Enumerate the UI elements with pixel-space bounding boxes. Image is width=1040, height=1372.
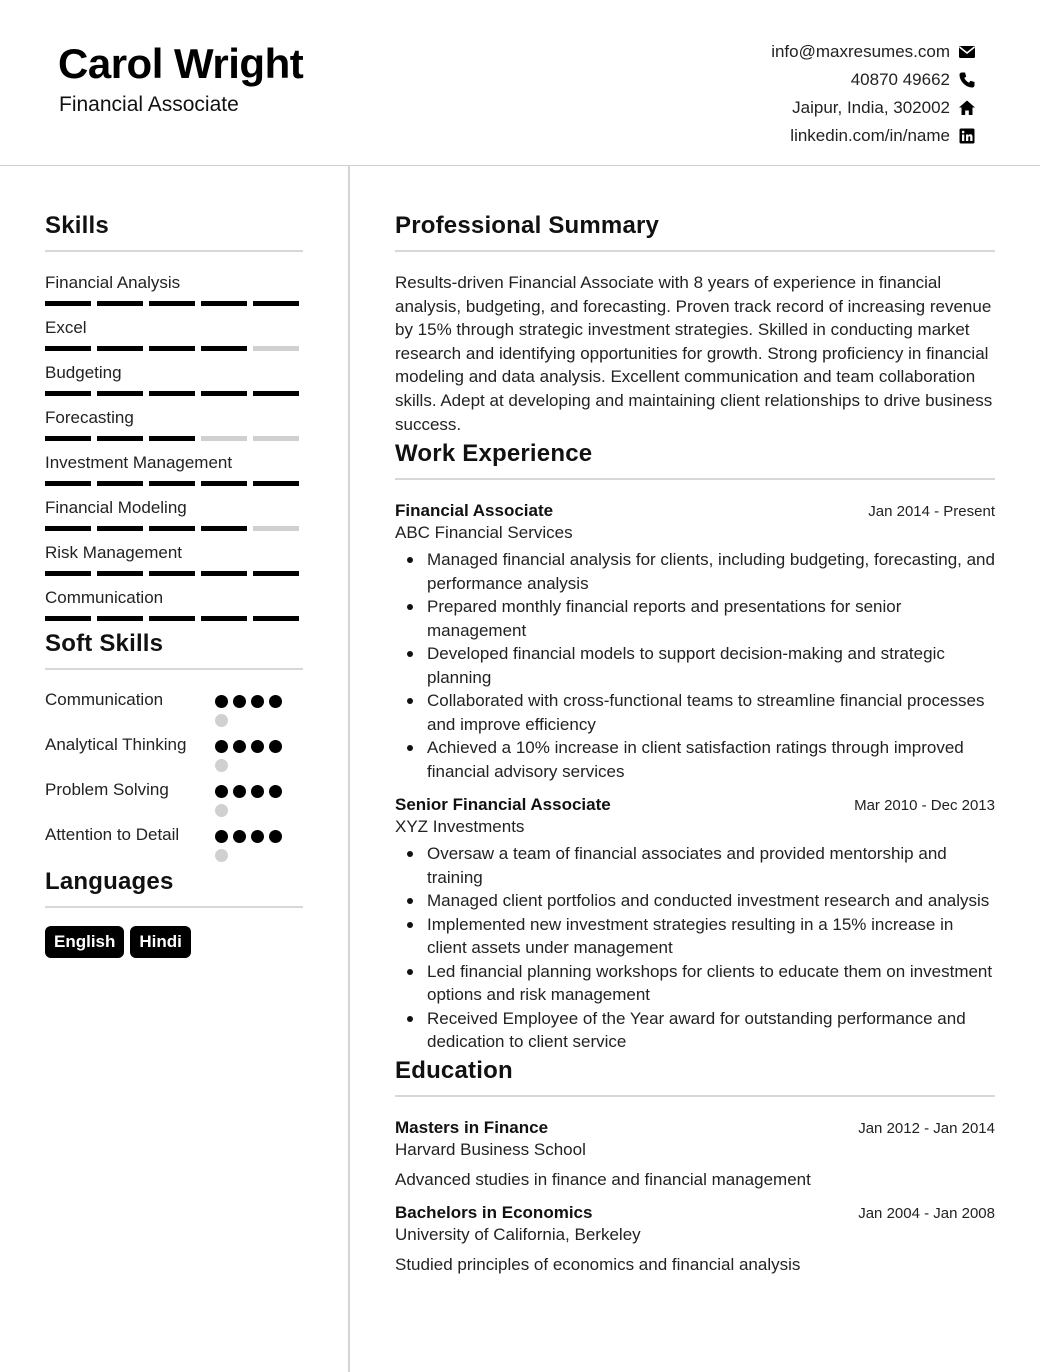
skill-level-segment bbox=[253, 526, 299, 531]
candidate-name: Carol Wright bbox=[58, 40, 304, 87]
job-company: XYZ Investments bbox=[395, 817, 525, 837]
rating-dot bbox=[233, 695, 246, 708]
skill-level-segment bbox=[201, 526, 247, 531]
skills-section bbox=[45, 212, 303, 621]
education-school: University of California, Berkeley bbox=[395, 1224, 641, 1244]
job-title: Financial Associate bbox=[395, 501, 554, 521]
skill-level-segment bbox=[253, 571, 299, 576]
skill-level-segment bbox=[201, 616, 247, 621]
soft-skill-item bbox=[45, 778, 303, 817]
skill-item bbox=[45, 451, 303, 486]
section-divider bbox=[45, 906, 303, 908]
section-divider bbox=[45, 250, 303, 252]
skill-level-segment bbox=[149, 391, 195, 396]
soft-skill-item bbox=[45, 733, 303, 772]
skill-level-segment bbox=[201, 436, 247, 441]
job-bullet: Collaborated with cross-functional teams to streamline financial processes and improve efficiency bbox=[395, 689, 995, 736]
education-date: Jan 2012 - Jan 2014 bbox=[858, 1119, 995, 1137]
soft-skill-rating bbox=[215, 778, 295, 817]
skill-level-segment bbox=[97, 481, 143, 486]
job-bullet: Prepared monthly financial reports and presentations for senior management bbox=[395, 595, 995, 642]
right-column bbox=[395, 166, 995, 1275]
soft-skill-item bbox=[45, 823, 303, 862]
rating-dot bbox=[251, 785, 264, 798]
soft-skill-rating bbox=[215, 688, 295, 727]
language-list bbox=[45, 926, 303, 958]
contact-address bbox=[771, 94, 976, 122]
soft-skill-rating bbox=[215, 823, 295, 862]
skill-item bbox=[45, 271, 303, 306]
skill-level-bar bbox=[45, 301, 303, 306]
skill-item bbox=[45, 361, 303, 396]
rating-dot bbox=[233, 785, 246, 798]
job-bullet: Managed financial analysis for clients, including budgeting, forecasting, and performance analysis bbox=[395, 548, 995, 595]
section-divider bbox=[45, 668, 303, 670]
soft-skill-label: Problem Solving bbox=[45, 780, 169, 799]
linkedin-icon bbox=[958, 127, 976, 145]
skill-level-segment bbox=[45, 346, 91, 351]
skill-level-segment bbox=[253, 391, 299, 396]
skills-list bbox=[45, 271, 303, 621]
section-divider bbox=[395, 250, 995, 252]
skill-level-bar bbox=[45, 616, 303, 621]
skill-level-segment bbox=[149, 571, 195, 576]
soft-skill-label: Attention to Detail bbox=[45, 825, 180, 844]
rating-dot bbox=[233, 830, 246, 843]
skill-label: Risk Management bbox=[45, 543, 183, 562]
skill-level-segment bbox=[201, 571, 247, 576]
skill-level-segment bbox=[253, 616, 299, 621]
rating-dot bbox=[233, 740, 246, 753]
skill-label: Investment Management bbox=[45, 453, 233, 472]
language-badge: Hindi bbox=[130, 926, 191, 958]
skill-item bbox=[45, 406, 303, 441]
skill-label: Financial Modeling bbox=[45, 498, 187, 517]
education-header bbox=[395, 1203, 995, 1223]
job-bullet: Implemented new investment strategies resulting in a 15% increase in client assets under management bbox=[395, 913, 995, 960]
job-bullet: Managed client portfolios and conducted investment research and analysis bbox=[395, 889, 995, 913]
skill-level-segment bbox=[149, 526, 195, 531]
skill-level-segment bbox=[201, 391, 247, 396]
skill-label: Financial Analysis bbox=[45, 273, 181, 292]
skill-level-segment bbox=[45, 391, 91, 396]
contact-email-text: info@maxresumes.com bbox=[771, 42, 950, 61]
skill-level-segment bbox=[45, 571, 91, 576]
soft-skills-list bbox=[45, 688, 303, 862]
skill-level-segment bbox=[97, 571, 143, 576]
languages-section bbox=[45, 868, 303, 958]
rating-dot bbox=[215, 785, 228, 798]
skill-level-segment bbox=[97, 436, 143, 441]
skill-level-segment bbox=[45, 526, 91, 531]
rating-dot bbox=[215, 849, 228, 862]
language-badge: English bbox=[45, 926, 124, 958]
soft-skill-label: Analytical Thinking bbox=[45, 735, 187, 754]
summary-text: Results-driven Financial Associate with 8 years of experience in financial analysis, budgeting, and forecasting. Proven track record of increasing revenue by 15% through strategic investment strategies. Skilled in conducting market research and identifying opportunities for growth. Strong proficiency in financial modeling and data analysis. Excellent communication and team collaboration skills. Adept at developing and maintaining client relationships to drive business success. bbox=[395, 273, 993, 434]
contact-email[interactable] bbox=[771, 38, 976, 66]
skill-level-bar bbox=[45, 571, 303, 576]
soft-skill-label: Communication bbox=[45, 690, 164, 709]
job-bullet: Received Employee of the Year award for outstanding performance and dedication to client service bbox=[395, 1007, 995, 1054]
skill-level-segment bbox=[149, 346, 195, 351]
rating-dot bbox=[251, 740, 264, 753]
rating-dot bbox=[215, 759, 228, 772]
rating-dot bbox=[269, 785, 282, 798]
resume-header bbox=[0, 0, 1040, 166]
education-list bbox=[395, 1118, 995, 1275]
skill-level-bar bbox=[45, 481, 303, 486]
envelope-icon bbox=[958, 43, 976, 61]
phone-icon bbox=[958, 71, 976, 89]
skill-level-segment bbox=[201, 301, 247, 306]
education-degree: Masters in Finance bbox=[395, 1117, 549, 1137]
skill-level-segment bbox=[97, 391, 143, 396]
education-entry bbox=[395, 1203, 995, 1275]
contact-phone[interactable] bbox=[771, 66, 976, 94]
job-title: Senior Financial Associate bbox=[395, 795, 611, 815]
rating-dot bbox=[269, 830, 282, 843]
soft-skill-rating bbox=[215, 733, 295, 772]
skill-label: Forecasting bbox=[45, 408, 134, 427]
skill-level-segment bbox=[149, 301, 195, 306]
skill-level-segment bbox=[97, 526, 143, 531]
skill-level-segment bbox=[253, 436, 299, 441]
candidate-role: Financial Associate bbox=[59, 93, 239, 116]
summary-title: Professional Summary bbox=[395, 212, 660, 239]
skill-level-segment bbox=[253, 301, 299, 306]
skill-level-bar bbox=[45, 526, 303, 531]
skill-item bbox=[45, 316, 303, 351]
experience-title: Work Experience bbox=[395, 440, 593, 468]
languages-title: Languages bbox=[45, 868, 174, 895]
job-header bbox=[395, 501, 995, 521]
job-date: Jan 2014 - Present bbox=[868, 503, 995, 521]
column-divider bbox=[348, 166, 350, 1372]
job-bullet: Led financial planning workshops for clients to educate them on investment options and risk management bbox=[395, 960, 995, 1007]
skill-level-segment bbox=[45, 436, 91, 441]
contact-linkedin-text: linkedin.com/in/name bbox=[790, 126, 950, 145]
home-icon bbox=[958, 99, 976, 117]
contact-list bbox=[771, 38, 976, 150]
education-section bbox=[395, 1057, 995, 1275]
rating-dot bbox=[251, 695, 264, 708]
skill-level-segment bbox=[45, 301, 91, 306]
education-description: Advanced studies in finance and financial management bbox=[395, 1169, 811, 1189]
rating-dot bbox=[269, 740, 282, 753]
skill-label: Excel bbox=[45, 318, 87, 337]
job-entry bbox=[395, 795, 995, 1054]
rating-dot bbox=[215, 804, 228, 817]
soft-skills-section bbox=[45, 630, 303, 862]
section-divider bbox=[395, 1095, 995, 1097]
education-school: Harvard Business School bbox=[395, 1139, 586, 1159]
education-entry bbox=[395, 1118, 995, 1190]
skill-level-segment bbox=[97, 616, 143, 621]
jobs-list bbox=[395, 501, 995, 1054]
contact-phone-text: 40870 49662 bbox=[850, 70, 950, 89]
education-header bbox=[395, 1118, 995, 1138]
skill-level-segment bbox=[97, 301, 143, 306]
job-date: Mar 2010 - Dec 2013 bbox=[854, 797, 995, 815]
job-bullets bbox=[395, 842, 995, 1054]
job-bullets bbox=[395, 548, 995, 783]
skill-level-segment bbox=[97, 346, 143, 351]
section-divider bbox=[395, 478, 995, 480]
skill-level-segment bbox=[149, 481, 195, 486]
skill-level-bar bbox=[45, 436, 303, 441]
job-header bbox=[395, 795, 995, 815]
job-company: ABC Financial Services bbox=[395, 523, 573, 543]
contact-linkedin[interactable] bbox=[771, 122, 976, 150]
rating-dot bbox=[215, 830, 228, 843]
skill-level-segment bbox=[201, 481, 247, 486]
education-description: Studied principles of economics and financial analysis bbox=[395, 1254, 801, 1274]
summary-section bbox=[395, 212, 995, 436]
skill-level-segment bbox=[149, 436, 195, 441]
skill-level-segment bbox=[45, 616, 91, 621]
job-bullet: Achieved a 10% increase in client satisfaction ratings through improved financial advisory services bbox=[395, 736, 995, 783]
skill-label: Communication bbox=[45, 588, 164, 607]
skill-level-segment bbox=[149, 616, 195, 621]
soft-skill-item bbox=[45, 688, 303, 727]
skill-label: Budgeting bbox=[45, 363, 122, 382]
skill-level-segment bbox=[201, 346, 247, 351]
contact-address-text: Jaipur, India, 302002 bbox=[792, 98, 950, 117]
skill-level-bar bbox=[45, 391, 303, 396]
skill-item bbox=[45, 586, 303, 621]
skill-level-segment bbox=[253, 481, 299, 486]
skill-level-segment bbox=[45, 481, 91, 486]
soft-skills-title: Soft Skills bbox=[45, 630, 164, 657]
skill-item bbox=[45, 541, 303, 576]
skill-level-segment bbox=[253, 346, 299, 351]
rating-dot bbox=[215, 740, 228, 753]
rating-dot bbox=[269, 695, 282, 708]
experience-section bbox=[395, 440, 995, 1054]
education-degree: Bachelors in Economics bbox=[395, 1202, 593, 1222]
rating-dot bbox=[215, 695, 228, 708]
job-entry bbox=[395, 501, 995, 783]
rating-dot bbox=[215, 714, 228, 727]
job-bullet: Developed financial models to support decision-making and strategic planning bbox=[395, 642, 995, 689]
skill-item bbox=[45, 496, 303, 531]
rating-dot bbox=[251, 830, 264, 843]
left-column bbox=[45, 166, 303, 958]
education-title: Education bbox=[395, 1056, 513, 1084]
job-bullet: Oversaw a team of financial associates and provided mentorship and training bbox=[395, 842, 995, 889]
skills-title: Skills bbox=[45, 212, 109, 239]
skill-level-bar bbox=[45, 346, 303, 351]
education-date: Jan 2004 - Jan 2008 bbox=[858, 1204, 995, 1222]
